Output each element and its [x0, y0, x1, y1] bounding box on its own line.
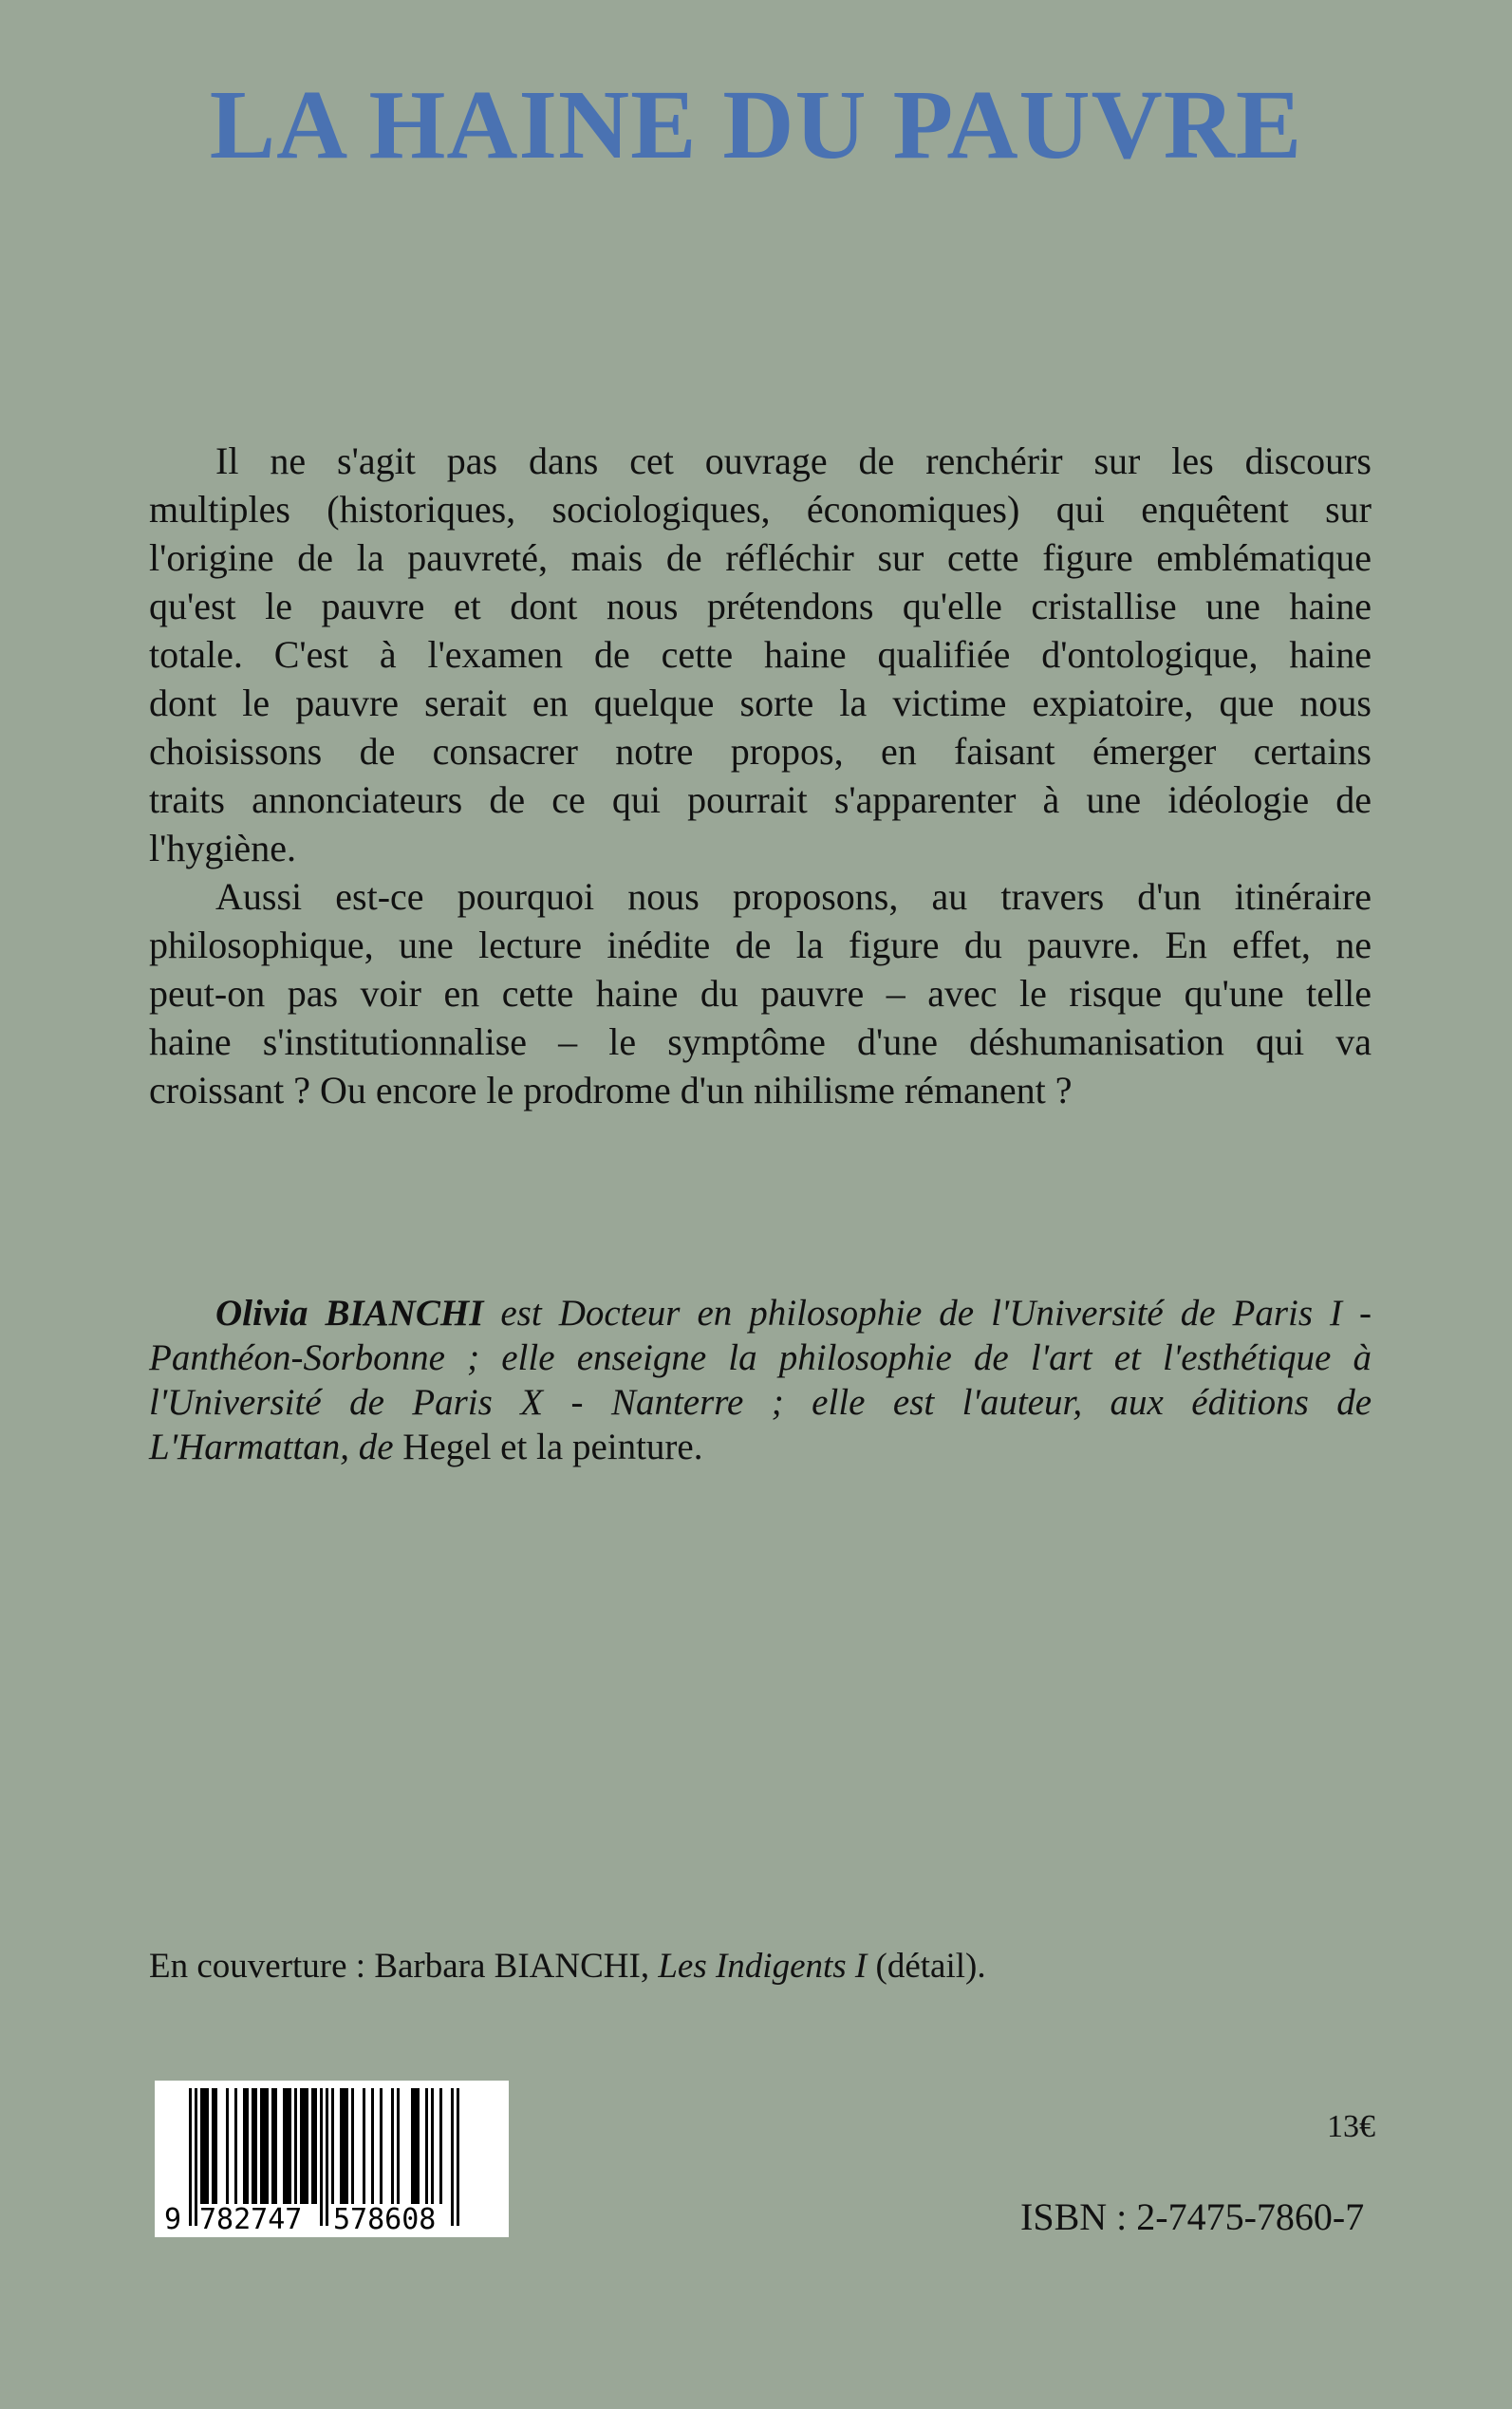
- barcode-bar: [417, 2088, 420, 2204]
- barcode-bar: [266, 2088, 269, 2204]
- barcode-bar: [439, 2088, 442, 2204]
- blurb-line: choisissons de consacrer notre propos, en faisant émerger certains: [149, 730, 1372, 773]
- barcode-digits: 9: [164, 2203, 182, 2236]
- barcode-bar: [320, 2088, 323, 2226]
- barcode-bar: [200, 2088, 203, 2204]
- blurb-line: Aussi est-ce pourquoi nous proposons, au travers d'un itinéraire: [215, 875, 1372, 918]
- barcode-bar: [289, 2088, 291, 2204]
- blurb-line: l'hygiène.: [149, 827, 296, 869]
- barcode-bar: [189, 2088, 192, 2226]
- blurb-line: l'origine de la pauvreté, mais de réfléchir sur cette figure emblématique: [149, 536, 1372, 579]
- barcode-bar: [274, 2088, 277, 2204]
- author-bio-line: Panthéon-Sorbonne ; elle enseigne la philosophie de l'art et l'esthétique à: [149, 1337, 1372, 1378]
- barcode-digits: 782747: [199, 2203, 303, 2236]
- barcode-digits: 578608: [333, 2203, 437, 2236]
- barcode-bar: [263, 2088, 266, 2204]
- barcode-bar: [397, 2088, 400, 2204]
- barcode-bar: [351, 2088, 354, 2204]
- barcode-bar: [391, 2088, 394, 2204]
- barcode-bar: [326, 2088, 328, 2226]
- blurb: [149, 437, 1372, 1114]
- author-name: Olivia BIANCHI: [215, 1293, 484, 1334]
- blurb-line: qu'est le pauvre et dont nous prétendons qu'elle cristallise une haine: [149, 585, 1372, 627]
- barcode-bar: [294, 2088, 297, 2204]
- barcode-bar: [303, 2088, 306, 2204]
- barcode-bar: [243, 2088, 246, 2204]
- credit-suffix: (détail).: [867, 1947, 986, 1986]
- barcode-bar: [457, 2088, 459, 2226]
- barcode-bar: [371, 2088, 374, 2204]
- barcode-bar: [311, 2088, 314, 2204]
- barcode-bar: [260, 2088, 263, 2204]
- book-title: LA HAINE DU PAUVRE: [209, 70, 1303, 179]
- barcode-bar: [195, 2088, 197, 2226]
- barcode-bar: [314, 2088, 317, 2204]
- isbn: ISBN : 2-7475-7860-7: [1020, 2195, 1365, 2238]
- blurb-line: totale. C'est à l'examen de cette haine qualifiée d'ontologique, haine: [149, 633, 1372, 676]
- barcode-bar: [234, 2088, 237, 2204]
- book-reference: Hegel et la peinture.: [402, 1427, 703, 1467]
- author-bio-line: [149, 1291, 1372, 1335]
- author-bio-line: [149, 1425, 1372, 1469]
- barcode-bar: [212, 2088, 215, 2204]
- barcode-bar: [343, 2088, 345, 2204]
- barcode-bar: [300, 2088, 303, 2204]
- cover-credit: [149, 1946, 986, 1987]
- credit-prefix: En couverture : Barbara BIANCHI,: [149, 1947, 659, 1986]
- barcode-bar: [431, 2088, 434, 2204]
- barcode-bar: [286, 2088, 289, 2204]
- barcode-bar: [215, 2088, 217, 2204]
- blurb-line: multiples (historiques, sociologiques, économiques) qui enquêtent sur: [149, 488, 1372, 531]
- barcode-bar: [246, 2088, 249, 2204]
- barcode-bar: [271, 2088, 274, 2204]
- blurb-line: croissant ? Ou encore le prodrome d'un nihilisme rémanent ?: [149, 1069, 1073, 1111]
- blurb-line: peut-on pas voir en cette haine du pauvre – avec le risque qu'une telle: [149, 972, 1372, 1015]
- blurb-line: haine s'institutionnalise – le symptôme d'une déshumanisation qui va: [149, 1020, 1372, 1063]
- credit-work: Les Indigents I: [658, 1947, 868, 1986]
- barcode-bar: [254, 2088, 257, 2204]
- barcode-bar: [345, 2088, 348, 2204]
- barcode-bar: [283, 2088, 286, 2204]
- author-bio: [149, 1291, 1372, 1469]
- barcode-bar: [380, 2088, 383, 2204]
- author-bio-text: est Docteur en philosophie de l'Université de Paris I -: [483, 1293, 1372, 1334]
- barcode-bar: [331, 2088, 334, 2204]
- barcode-bar: [340, 2088, 343, 2204]
- blurb-line: traits annonciateurs de ce qui pourrait s'apparenter à une idéologie de: [149, 778, 1372, 821]
- blurb-line: philosophique, une lecture inédite de la figure du pauvre. En effet, ne: [149, 924, 1372, 966]
- barcode-bar: [451, 2088, 454, 2226]
- barcode-bar: [252, 2088, 254, 2204]
- barcode-bar: [363, 2088, 365, 2204]
- barcode-bar: [306, 2088, 308, 2204]
- author-bio-line: l'Université de Paris X - Nanterre ; elle est l'auteur, aux éditions de: [149, 1382, 1372, 1423]
- barcode-bar: [226, 2088, 229, 2204]
- blurb-line: Il ne s'agit pas dans cet ouvrage de renchérir sur les discours: [215, 439, 1372, 482]
- price: 13€: [1327, 2109, 1375, 2144]
- barcode-bar: [414, 2088, 417, 2204]
- barcode-bar: [411, 2088, 414, 2204]
- barcode-bar: [203, 2088, 206, 2204]
- barcode: [155, 2081, 509, 2237]
- author-bio-text: L'Harmattan, de: [149, 1427, 403, 1467]
- barcode-bar: [206, 2088, 209, 2204]
- blurb-line: dont le pauvre serait en quelque sorte la victime expiatoire, que nous: [149, 682, 1372, 724]
- barcode-bar: [425, 2088, 428, 2204]
